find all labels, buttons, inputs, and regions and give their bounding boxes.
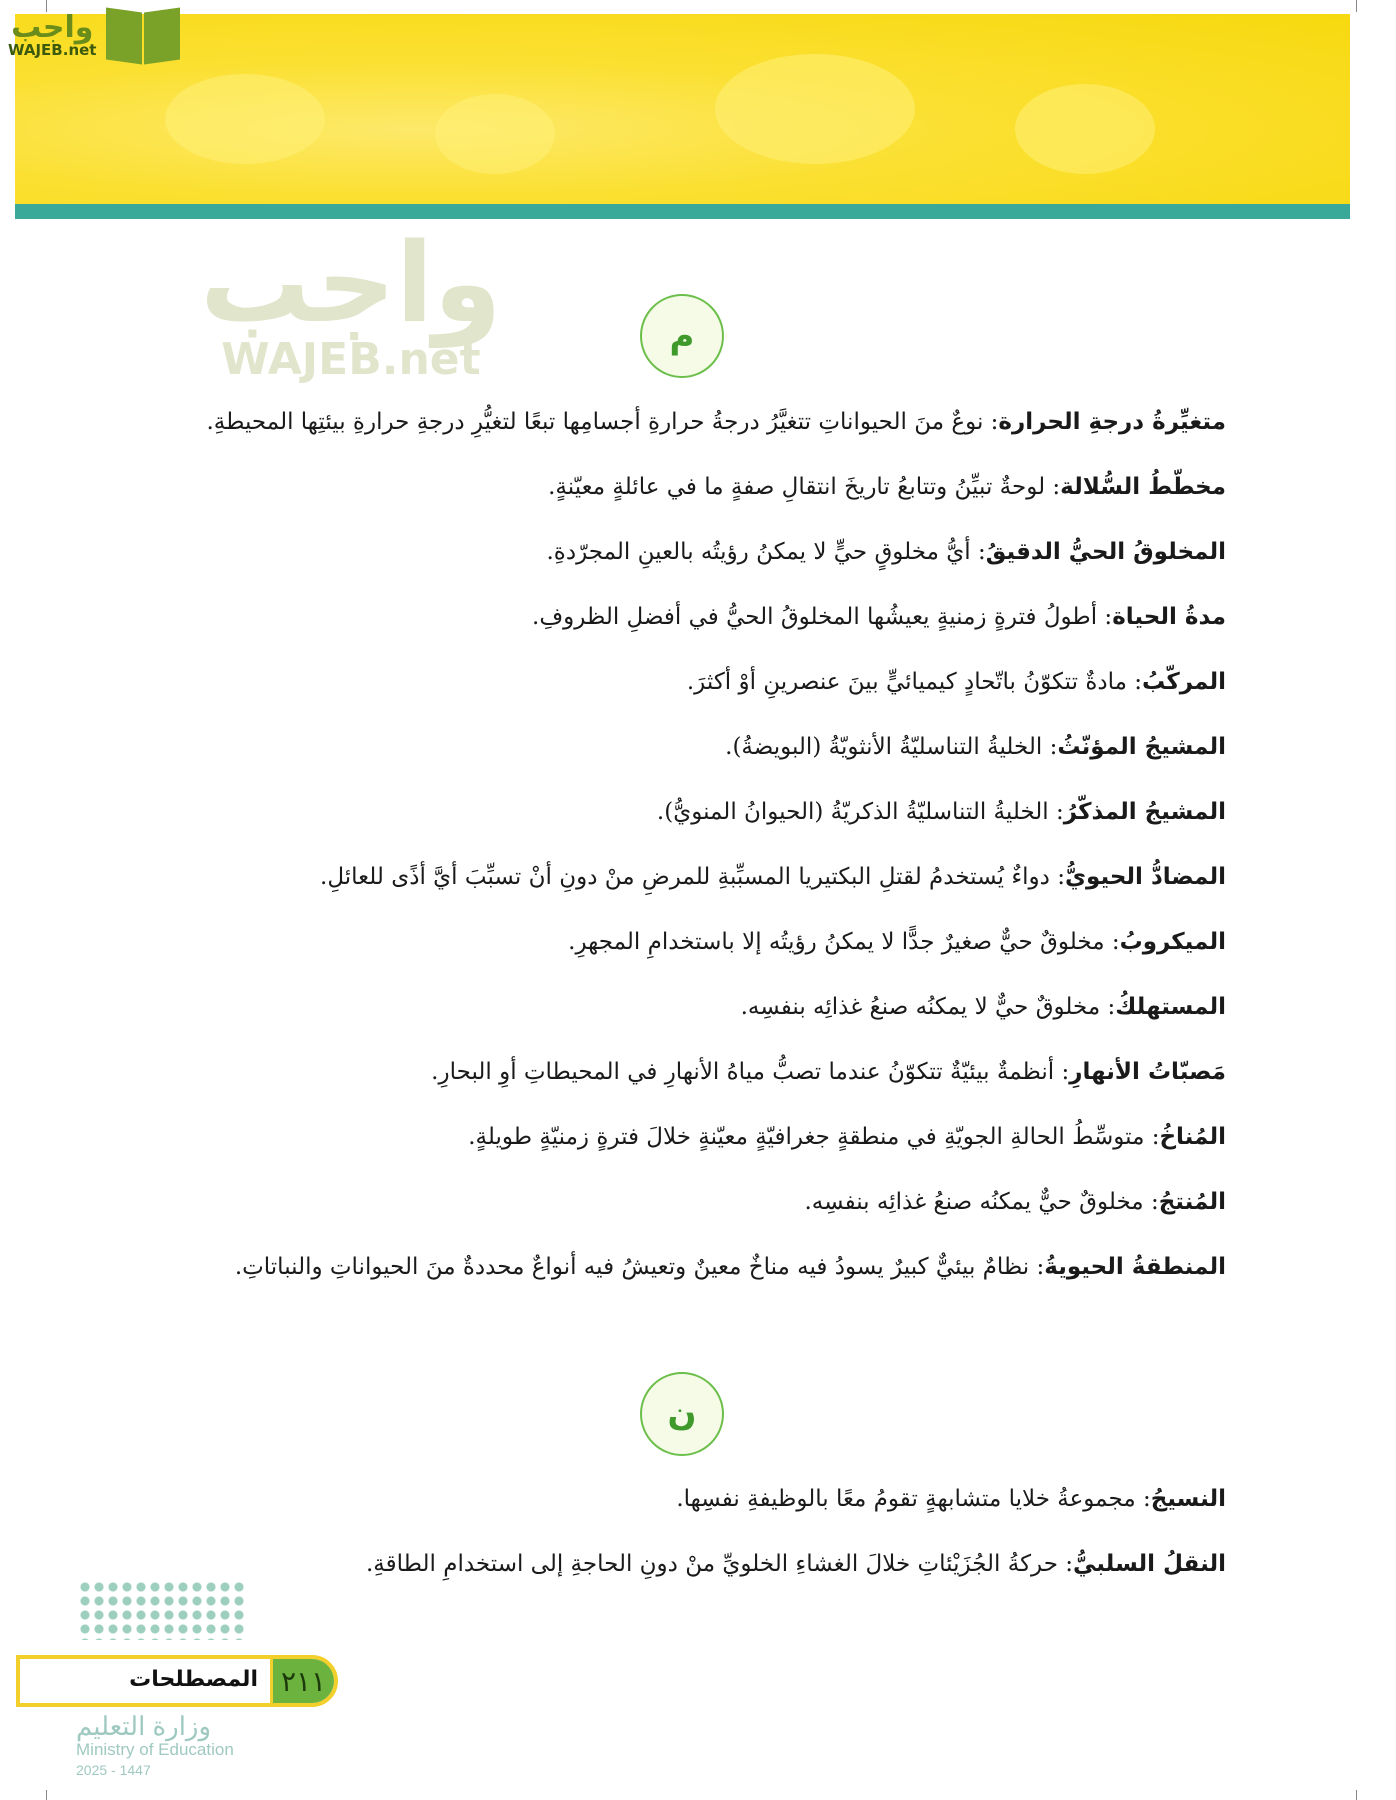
glossary-entry	[76, 855, 1226, 920]
definition: : لوحةٌ تبيِّنُ وتتابعُ تاريخَ انتقالِ صفةٍ ما في عائلةٍ معيّنةٍ.	[548, 474, 1061, 500]
glossary-section-noon	[76, 1477, 1226, 1607]
term: المضادُّ الحيويُّ	[1064, 864, 1226, 890]
definition: : مجموعةُ خلايا متشابهةٍ تقومُ معًا بالوظيفةِ نفسِها.	[676, 1486, 1151, 1512]
watermark-latin: WAJEB.net	[221, 334, 481, 385]
page-number: ٢١١	[270, 1659, 334, 1703]
logo-arabic: واجب	[11, 9, 94, 45]
glossary-entry	[76, 1115, 1226, 1180]
glossary-entry	[76, 660, 1226, 725]
term: المستهلكُ	[1115, 994, 1226, 1020]
definition: : مخلوقٌ حيٌّ يمكنُه صنعُ غذائِه بنفسِه.	[804, 1189, 1159, 1215]
glossary-entry	[76, 1542, 1226, 1607]
definition: : حركةُ الجُزَيْئاتِ خلالَ الغشاءِ الخلويِّ منْ دونِ الحاجةِ إلى استخدامِ الطاقةِ.	[365, 1551, 1074, 1577]
glossary-entry	[76, 530, 1226, 595]
ministry-english: Ministry of Education	[76, 1739, 234, 1759]
definition: : مخلوقٌ حيٌّ صغيرٌ جدًّا لا يمكنُ رؤيتُه إلا باستخدامِ المجهرِ.	[568, 929, 1120, 955]
term: النسيجُ	[1150, 1486, 1226, 1512]
term: المخلوقُ الحيُّ الدقيقُ	[985, 539, 1226, 565]
term: المنطقةُ الحيويةُ	[1044, 1254, 1226, 1280]
term: المُنتجُ	[1158, 1189, 1226, 1215]
term: المشيجُ المذكّرُ	[1063, 799, 1226, 825]
page-footer	[16, 1655, 338, 1707]
term: مَصبّاتُ الأنهارِ	[1069, 1059, 1226, 1085]
glossary-entry	[76, 725, 1226, 790]
glossary-section-meem	[76, 400, 1226, 1310]
term: المركّبُ	[1142, 669, 1226, 695]
glossary-entry	[76, 1180, 1226, 1245]
book-icon	[104, 6, 182, 64]
glossary-entry	[76, 595, 1226, 660]
edition-year: 2025 - 1447	[76, 1762, 151, 1779]
definition: : متوسِّطُ الحالةِ الجويّةِ في منطقةٍ جغرافيّةٍ معيّنةٍ خلالَ فترةٍ زمنيّةٍ طويلةٍ.	[468, 1124, 1160, 1150]
glossary-entry	[76, 790, 1226, 855]
definition: : الخليةُ التناسليّةُ الذكريّةُ (الحيوانُ المنويُّ).	[656, 799, 1064, 825]
definition: : أيُّ مخلوقٍ حيٍّ لا يمكنُ رؤيتُه بالعينِ المجرّدةِ.	[546, 539, 986, 565]
header-stripe	[15, 204, 1350, 219]
definition: : نوعٌ منَ الحيواناتِ تتغيَّرُ درجةُ حرارةِ أجسامِها تبعًا لتغيُّرِ درجةِ حرارةِ بيئتِها المحيطةِ.	[206, 409, 999, 435]
definition: : مخلوقٌ حيٌّ لا يمكنُه صنعُ غذائِه بنفسِه.	[740, 994, 1116, 1020]
section-letter-meem: م	[640, 294, 724, 378]
glossary-entry	[76, 985, 1226, 1050]
section-title: المصطلحات	[129, 1667, 258, 1692]
definition: : أنظمةٌ بيئيّةٌ تتكوّنُ عندما تصبُّ مياهُ الأنهارِ في المحيطاتِ أوِ البحارِ.	[431, 1059, 1070, 1085]
ministry-arabic: وزارة التعليم	[76, 1711, 212, 1741]
header-banner	[15, 14, 1350, 206]
glossary-entry	[76, 1245, 1226, 1310]
watermark-arabic: واجب	[200, 219, 502, 347]
definition: : أطولُ فترةٍ زمنيةٍ يعيشُها المخلوقُ الحيُّ في أفضلِ الظروفِ.	[532, 604, 1113, 630]
term: النقلُ السلبيُّ	[1073, 1551, 1226, 1577]
definition: : دواءٌ يُستخدمُ لقتلِ البكتيريا المسبِّبةِ للمرضِ منْ دونِ أنْ تسبِّبَ أيَّ أذًى للعائلِ.	[320, 864, 1065, 890]
definition: : مادةٌ تتكوّنُ باتّحادٍ كيميائيٍّ بينَ عنصرينِ أوْ أكثرَ.	[686, 669, 1143, 695]
glossary-entry	[76, 920, 1226, 985]
term: مخطّطُ السُّلالة	[1060, 474, 1226, 500]
term: متغيِّرةُ درجةِ الحرارة	[998, 409, 1226, 435]
watermark	[200, 219, 502, 385]
term: الميكروبُ	[1119, 929, 1226, 955]
definition: : الخليةُ التناسليّةُ الأنثويّةُ (البويضةُ).	[725, 734, 1058, 760]
term: المُناخُ	[1159, 1124, 1226, 1150]
ministry-logo-dots	[78, 1580, 248, 1640]
logo-latin: WAJEB.net	[8, 40, 97, 59]
glossary-entry	[76, 1477, 1226, 1542]
glossary-entry	[76, 465, 1226, 530]
term: مدةُ الحياة	[1112, 604, 1226, 630]
glossary-entry	[76, 1050, 1226, 1115]
ministry-logo	[76, 1712, 234, 1779]
term: المشيجُ المؤنّثُ	[1057, 734, 1226, 760]
definition: : نظامٌ بيئيٌّ كبيرٌ يسودُ فيه مناخٌ معينٌ وتعيشُ فيه أنواعٌ محددةٌ منَ الحيواناتِ والنباتاتِ.	[234, 1254, 1045, 1280]
glossary-entry	[76, 400, 1226, 465]
wajeb-logo[interactable]	[8, 6, 182, 64]
section-letter-noon: ن	[640, 1372, 724, 1456]
